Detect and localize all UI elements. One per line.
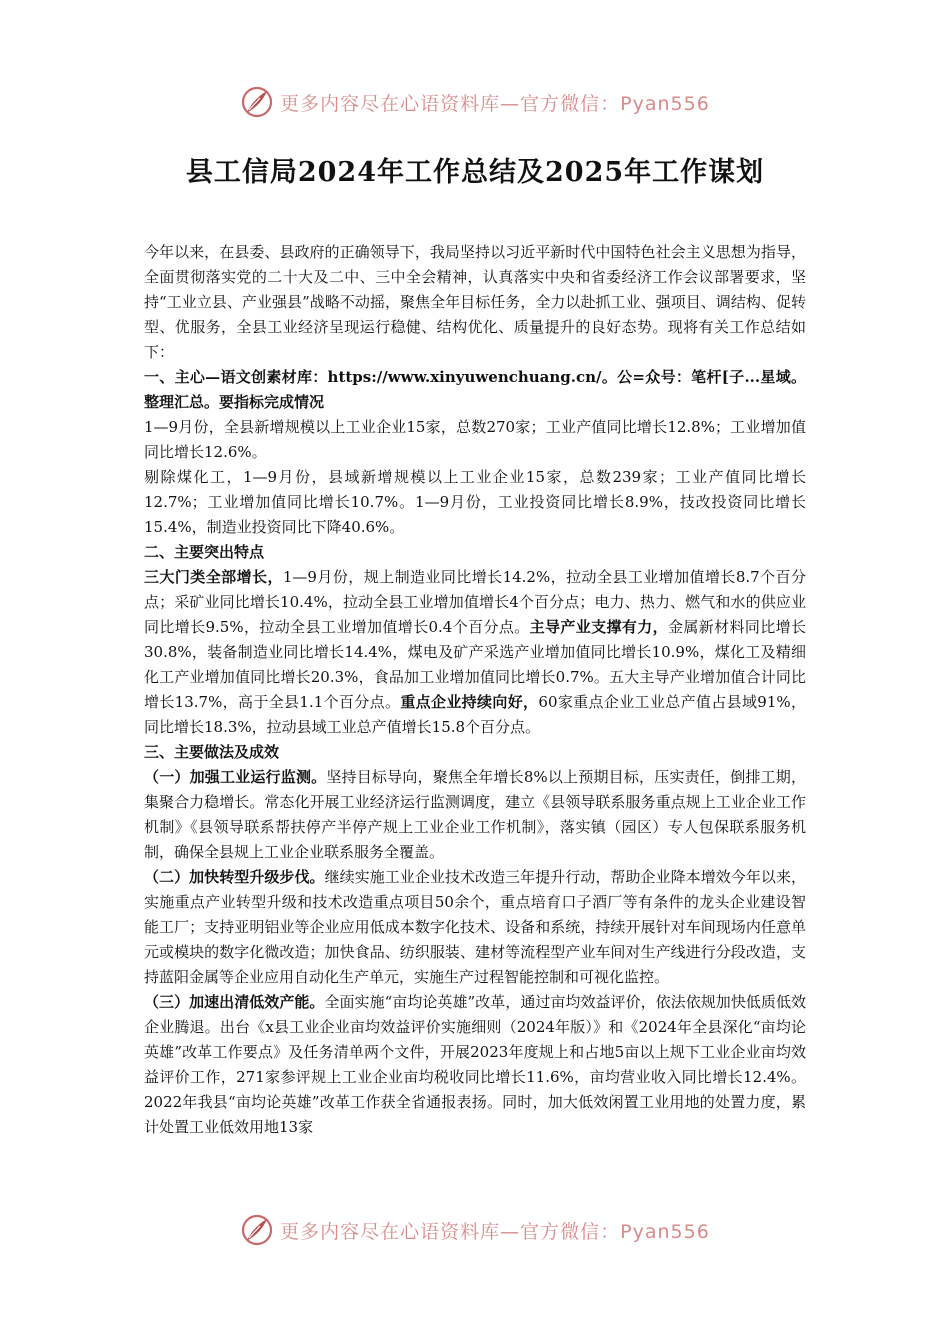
section-2-lead-3: 重点企业持续向好， xyxy=(400,693,539,711)
quill-pen-logo-icon xyxy=(240,1213,274,1247)
document-body xyxy=(144,240,806,1140)
watermark-top xyxy=(0,82,950,122)
section-3-item-2 xyxy=(144,865,806,990)
section-3-item-1-text: 坚持目标导向，聚焦全年增长8%以上预期目标，压实责任，倒排工期，集聚合力稳增长。常态化开展工业经济运行监测调度，建立《县领导联系服务重点规上工业企业工作机制》《县领导联系帮扶停产半停产规上工业企业工作机制》，落实镇（园区）专人包保联系服务机制，确保全县规上工业企业联系服务全覆盖。 xyxy=(144,768,806,861)
section-2-text-2: 金属新材料同比增长30.8%，装备制造业同比增长14.4%，煤电及矿产采选产业增加值同比增长10.9%，煤化工及精细化工产业增加值同比增长20.3%，食品加工业增加值同比增长0.7%。五大主导产业增加值合计同比增长13.7%，高于全县1.1个百分点。 xyxy=(144,618,806,711)
section-3-item-1-lead: （一）加强工业运行监测。 xyxy=(144,768,327,786)
section-2-paragraph xyxy=(144,565,806,740)
section-3-item-3-text: 全面实施“亩均论英雄”改革，通过亩均效益评价，依法依规加快低质低效企业腾退。出台《x县工业企业亩均效益评价实施细则（2024年版）》和《2024年全县深化“亩均论英雄”改革工作要点》及任务清单两个文件，开展2023年度规上和占地5亩以上规下工业企业亩均效益评价工作，271家参评规上工业企业亩均税收同比增长11.6%，亩均营业收入同比增长12.4%。2022年我县“亩均论英雄”改革工作获全省通报表扬。同时，加大低效闲置工业用地的处置力度，累计处置工业低效用地13家 xyxy=(144,993,806,1136)
section-3-heading: 三、主要做法及成效 xyxy=(144,743,280,761)
section-3-item-1 xyxy=(144,765,806,865)
section-1-heading: 一、主心—语文创素材库：https://www.xinyuwenchuang.cn/。公=众号：笔杆[子...星域。整理汇总。要指标完成情况 xyxy=(144,368,806,411)
quill-pen-logo-icon xyxy=(240,85,274,119)
section-2-text-1: 1—9月份，规上制造业同比增长14.2%，拉动全县工业增加值增长8.7个百分点；采矿业同比增长10.4%，拉动全县工业增加值增长4个百分点；电力、热力、燃气和水的供应业同比增长9.5%，拉动全县工业增加值增长0.4个百分点。 xyxy=(144,568,806,636)
watermark-bottom xyxy=(0,1210,950,1250)
watermark-text: 更多内容尽在心语资料库—官方微信：Pyan556 xyxy=(280,1220,710,1243)
watermark-text: 更多内容尽在心语资料库—官方微信：Pyan556 xyxy=(280,92,710,115)
intro-paragraph: 今年以来，在县委、县政府的正确领导下，我局坚持以习近平新时代中国特色社会主义思想为指导，全面贯彻落实党的二十大及二中、三中全会精神，认真落实中央和省委经济工作会议部署要求，坚持“工业立县、产业强县”战略不动摇，聚焦全年目标任务，全力以赴抓工业、强项目、调结构、促转型、优服务，全县工业经济呈现运行稳健、结构优化、质量提升的良好态势。现将有关工作总结如下： xyxy=(144,243,806,361)
section-3-item-2-lead: （二）加快转型升级步伐。 xyxy=(144,868,325,886)
section-3-item-2-text: 继续实施工业企业技术改造三年提升行动，帮助企业降本增效今年以来，实施重点产业转型升级和技术改造重点项目50余个，重点培育口子酒厂等有条件的龙头企业建设智能工厂；支持亚明铝业等企业应用低成本数字化技术、设备和系统，持续开展针对车间现场内任意单元或模块的数字化微改造；加快食品、纺织服装、建材等流程型产业车间对生产线进行分段改造，支持蓝阳金属等企业应用自动化生产单元，实施生产过程智能控制和可视化监控。 xyxy=(144,868,806,986)
section-2-heading: 二、主要突出特点 xyxy=(144,543,265,561)
section-3-item-3 xyxy=(144,990,806,1140)
section-2-text-3: 60家重点企业工业总产值占县域91%，同比增长18.3%，拉动县域工业总产值增长15.8个百分点。 xyxy=(144,693,806,736)
document-title: 县工信局2024年工作总结及2025年工作谋划 xyxy=(185,157,765,188)
section-2-lead-1: 三大门类全部增长， xyxy=(144,568,283,586)
section-1-paragraph-1: 1—9月份，全县新增规模以上工业企业15家，总数270家；工业产值同比增长12.8%；工业增加值同比增长12.6%。 xyxy=(144,418,806,461)
section-1-paragraph-2: 剔除煤化工，1—9月份，县域新增规模以上工业企业15家，总数239家；工业产值同比增长12.7%；工业增加值同比增长10.7%。1—9月份，工业投资同比增长8.9%，技改投资同比增长15.4%，制造业投资同比下降40.6%。 xyxy=(144,468,806,536)
section-3-item-3-lead: （三）加速出清低效产能。 xyxy=(144,993,325,1011)
section-2-lead-2: 主导产业支撑有力， xyxy=(529,618,668,636)
